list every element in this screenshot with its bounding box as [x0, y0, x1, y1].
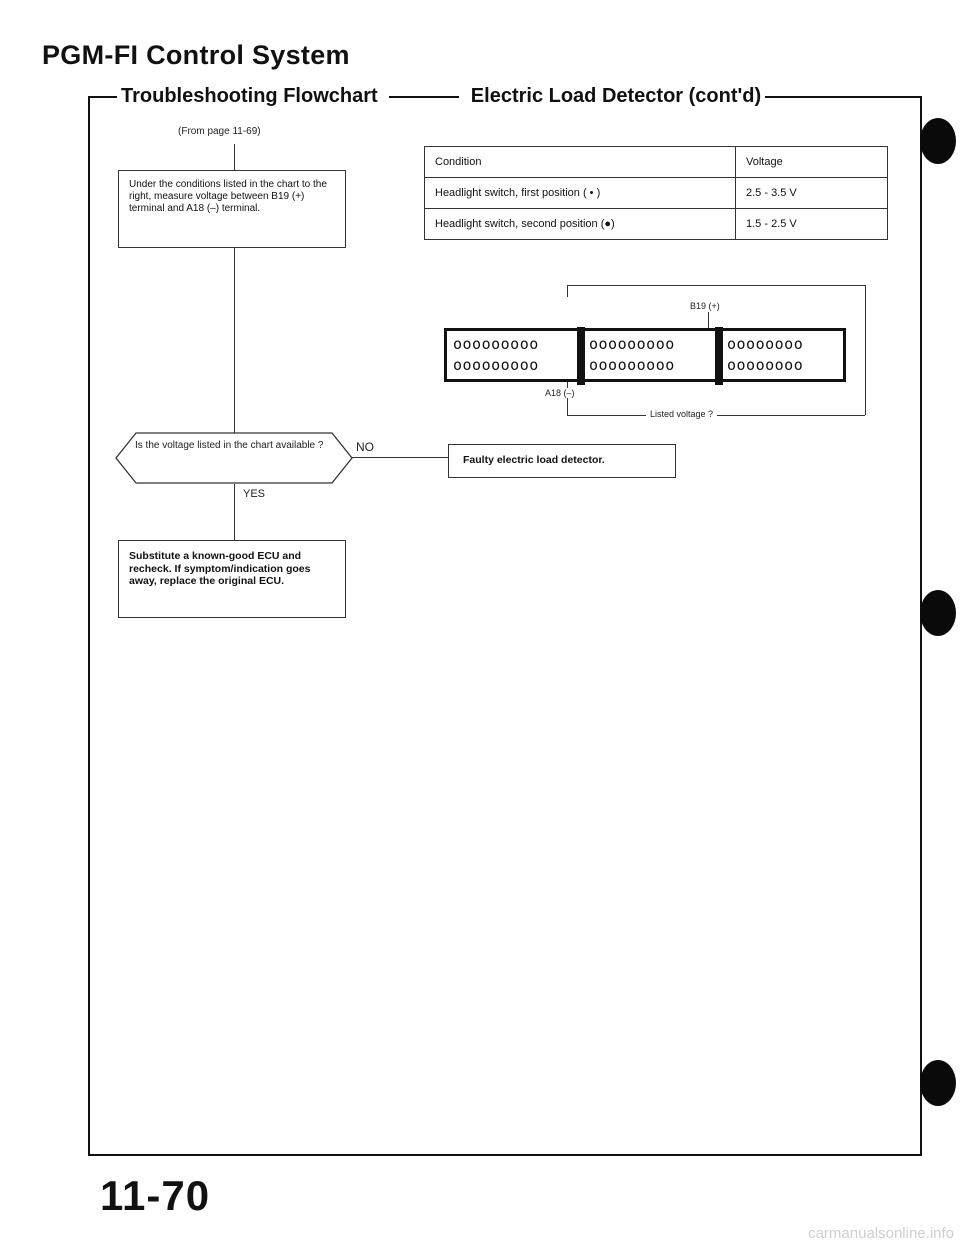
- page-frame: [88, 96, 922, 1156]
- probe-wire: [865, 285, 866, 415]
- table-header-condition: Condition: [425, 147, 736, 178]
- table-cell: 2.5 - 3.5 V: [736, 178, 888, 209]
- result-substitute-ecu: Substitute a known-good ECU and recheck. If symptom/indication goes away, replace the original ECU.: [118, 540, 346, 618]
- decision-text: Is the voltage listed in the chart available ?: [135, 440, 324, 451]
- connector-divider: [715, 327, 723, 385]
- no-label: NO: [356, 440, 374, 454]
- pin-row-1-block-1: ooooooooo: [453, 335, 539, 353]
- table-row: [425, 209, 888, 240]
- b19-label: B19 (+): [690, 301, 720, 311]
- a18-label: A18 (–): [545, 388, 575, 398]
- pin-row-2-block-2: ooooooooo: [589, 356, 675, 374]
- flow-connector: [234, 144, 235, 170]
- from-page-note: (From page 11-69): [178, 126, 261, 137]
- table-header-row: [425, 147, 888, 178]
- pin-row-2-block-1: ooooooooo: [453, 356, 539, 374]
- table-header-voltage: Voltage: [736, 147, 888, 178]
- flow-connector: [352, 457, 448, 458]
- connector-divider: [577, 327, 585, 385]
- table-cell: Headlight switch, first position ( • ): [425, 178, 736, 209]
- table-cell: 1.5 - 2.5 V: [736, 209, 888, 240]
- section-label: Troubleshooting Flowchart: [121, 85, 378, 107]
- flow-connector: [234, 248, 235, 434]
- probe-wire: [567, 285, 865, 286]
- pin-row-1-block-3: oooooooo: [727, 335, 804, 353]
- pin-row-1-block-2: ooooooooo: [589, 335, 675, 353]
- flow-connector: [234, 484, 235, 542]
- listed-voltage-label: Listed voltage ?: [646, 409, 717, 419]
- binder-hole-dot: [920, 590, 956, 636]
- yes-label: YES: [243, 488, 266, 500]
- step-measure-voltage: Under the conditions listed in the chart to the right, measure voltage between B19 (+) terminal and A18 (–) terminal.: [118, 170, 346, 248]
- binder-hole-dot: [920, 1060, 956, 1106]
- table-cell: Headlight switch, second position (●): [425, 209, 736, 240]
- page-number: 11-70: [100, 1172, 211, 1219]
- ecu-connector: [444, 328, 846, 382]
- watermark: carmanualsonline.info: [808, 1225, 954, 1242]
- binder-hole-dot: [920, 118, 956, 164]
- voltage-table: [424, 146, 888, 240]
- result-faulty-detector: Faulty electric load detector.: [448, 444, 676, 478]
- table-row: [425, 178, 888, 209]
- probe-wire: [567, 285, 568, 297]
- page-title: PGM-FI Control System: [42, 40, 350, 70]
- pin-row-2-block-3: oooooooo: [727, 356, 804, 374]
- subsection-label: Electric Load Detector (cont'd): [470, 85, 762, 107]
